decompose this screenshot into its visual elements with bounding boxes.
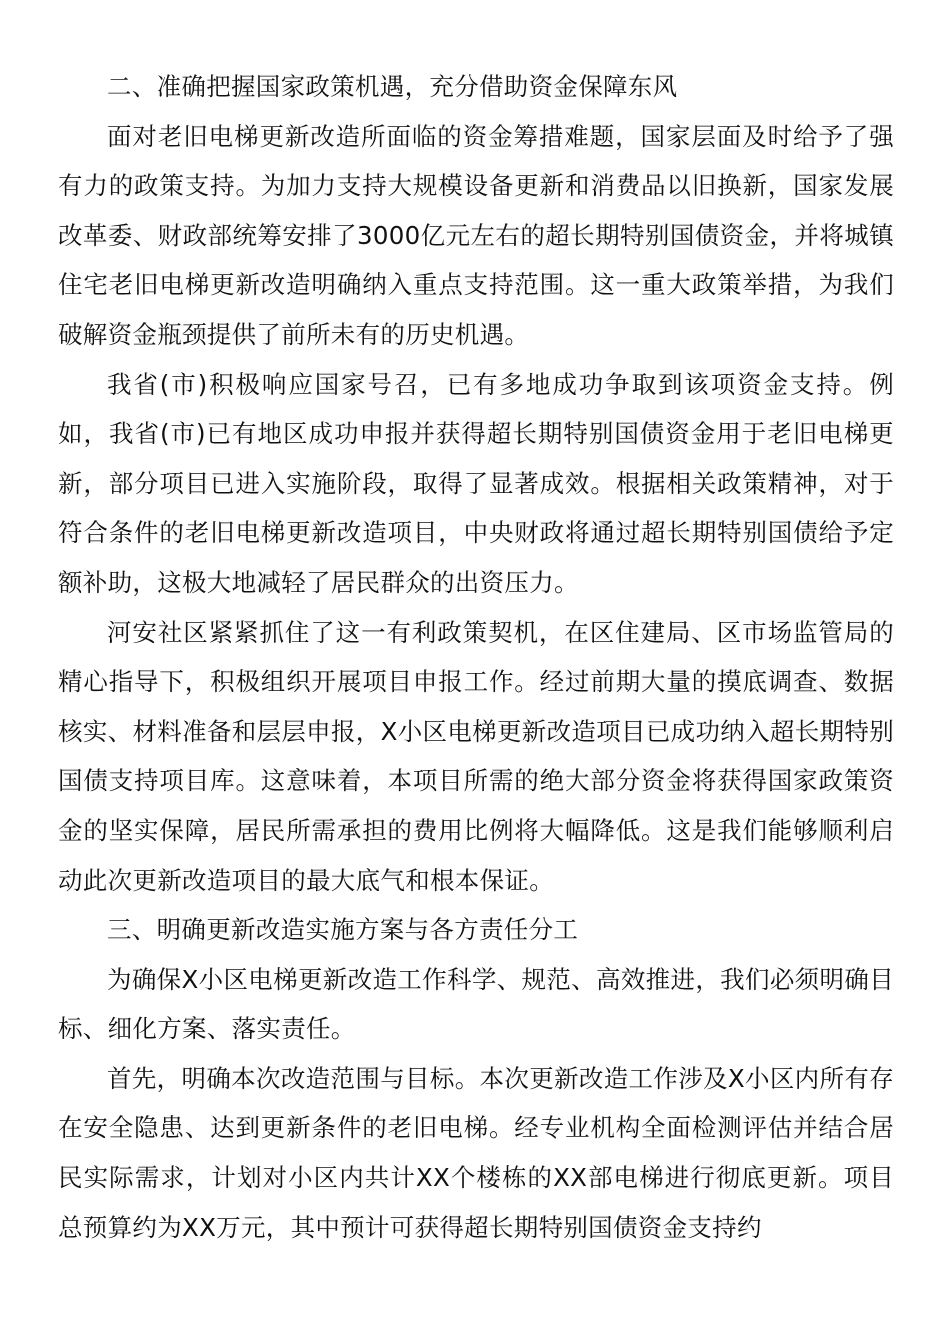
paragraph-community-application: 河安社区紧紧抓住了这一有利政策契机，在区住建局、区市场监管局的精心指导下，积极组织开展项目申报工作。经过前期大量的摸底调查、数据核实、材料准备和层层申报，X小区电梯更新改造项目已成功纳入超长期特别国债支持项目库。这意味着，本项目所需的绝大部分资金将获得国家政策资金的坚实保障，居民所需承担的费用比例将大幅降低。这是我们能够顺利启动此次更新改造项目的最大底气和根本保证。	[58, 617, 894, 895]
paragraph-goals: 为确保X小区电梯更新改造工作科学、规范、高效推进，我们必须明确目标、细化方案、落实责任。	[58, 964, 894, 1044]
paragraph-policy-support: 面对老旧电梯更新改造所面临的资金筹措难题，国家层面及时给予了强有力的政策支持。为加力支持大规模设备更新和消费品以旧换新，国家发展改革委、财政部统筹安排了3000亿元左右的超长期特别国债资金，并将城镇住宅老旧电梯更新改造明确纳入重点支持范围。这一重大政策举措，为我们破解资金瓶颈提供了前所未有的历史机遇。	[58, 121, 894, 349]
document-body	[58, 62, 894, 1252]
section-heading-3: 三、明确更新改造实施方案与各方责任分工	[107, 915, 579, 945]
paragraph-provincial-response: 我省(市)积极响应国家号召，已有多地成功争取到该项资金支持。例如，我省(市)已有地区成功申报并获得超长期特别国债资金用于老旧电梯更新，部分项目已进入实施阶段，取得了显著成效。根据相关政策精神，对于符合条件的老旧电梯更新改造项目，中央财政将通过超长期特别国债给予定额补助，这极大地减轻了居民群众的出资压力。	[58, 369, 894, 597]
section-heading-2: 二、准确把握国家政策机遇，充分借助资金保障东风	[107, 72, 678, 101]
paragraph-scope: 首先，明确本次改造范围与目标。本次更新改造工作涉及X小区内所有存在安全隐患、达到更新条件的老旧电梯。经专业机构全面检测评估并结合居民实际需求，计划对小区内共计XX个楼栋的XX部电梯进行彻底更新。项目总预算约为XX万元，其中预计可获得超长期特别国债资金支持约	[58, 1063, 894, 1242]
